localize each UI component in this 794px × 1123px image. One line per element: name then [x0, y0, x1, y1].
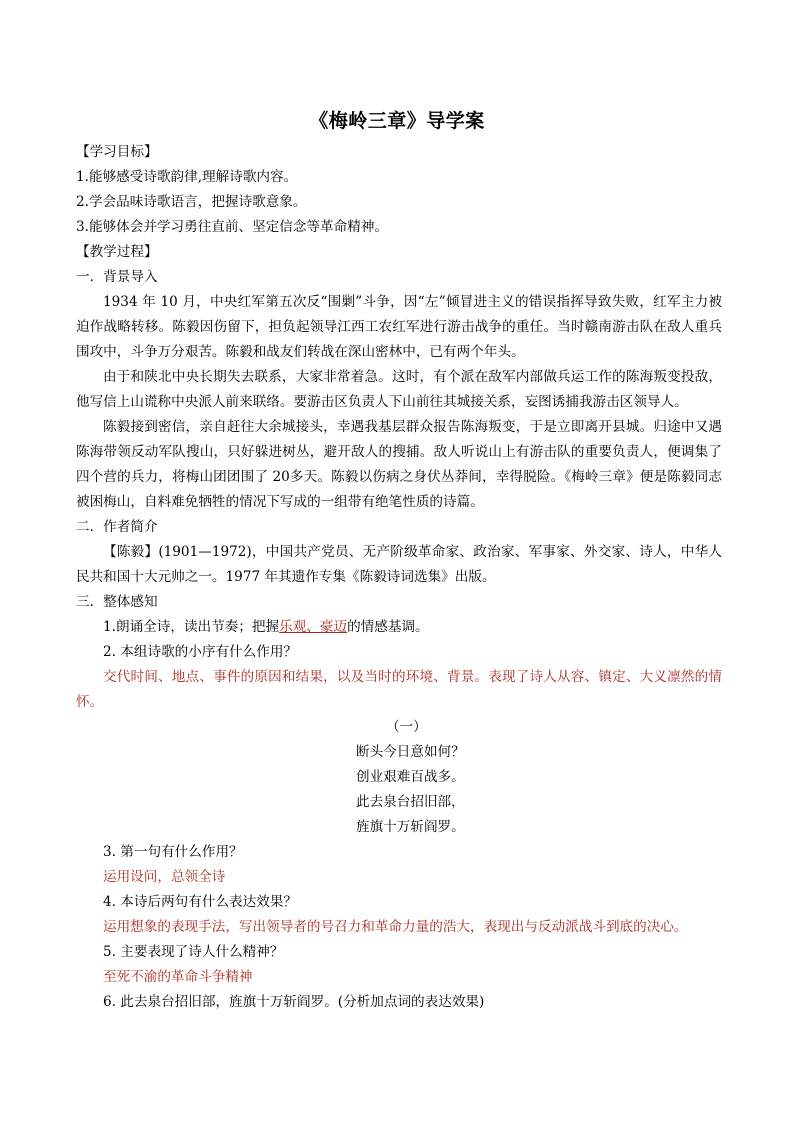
background-paragraph: 陈毅接到密信，亲自赶往大余城接头，幸遇我基层群众报告陈海叛变，于是立即离开县城。归途中又遇陈海带领反动军队搜山，只好躲进树丛，避开敌人的搜捕。敌人听说山上有游击队的重要负责人，便调集了四个营的兵力，将梅山团团围了 20多天。陈毅以伤病之身伏丛莽间，幸得脱险。《梅岭三章》便是陈毅同志被困梅山，自料难免牺牲的情况下写成的一组带有绝笔性质的诗篇。	[76, 419, 722, 510]
answer-4: 运用想象的表现手法，写出领导者的号召力和革命力量的浩大，表现出与反动派战斗到底的决心。	[103, 919, 688, 935]
question-6: 6. 此去泉台招旧部，旌旗十万斩阎罗。(分析加点词的表达效果)	[103, 994, 485, 1010]
section-heading-background: 一．背景导入	[76, 269, 158, 285]
answer-3: 运用设问，总领全诗	[103, 869, 226, 885]
objective-item: 1.能够感受诗歌韵律,理解诗歌内容。	[76, 169, 298, 185]
question-4: 4. 本诗后两句有什么表达效果？	[103, 894, 298, 910]
background-paragraph: 1934 年 10 月，中央红军第五次反“围剿”斗争，因“左”倾冒进主义的错误指挥导致失败，红军主力被迫作战略转移。陈毅因伤留下，担负起领导江西工农红军进行游击战争的重任。当时赣南游击队在敌人重兵围攻中，斗争万分艰苦。陈毅和战友们转战在深山密林中，已有两个年头。	[76, 294, 722, 360]
objectives-heading: 【学习目标】	[76, 144, 158, 160]
question-1-highlight: 乐观、豪迈	[279, 619, 348, 635]
poem-line: 此去泉台招旧部，	[356, 794, 465, 810]
document-body	[76, 140, 722, 1015]
section-heading-overview: 三．整体感知	[76, 594, 158, 610]
question-3: 3. 第一句有什么作用？	[103, 844, 243, 860]
section-heading-author: 二．作者简介	[76, 519, 158, 535]
background-paragraph: 由于和陕北中央长期失去联系，大家非常着急。这时，有个派在敌军内部做兵运工作的陈海叛变投敌，他写信上山谎称中央派人前来联络。要游击区负责人下山前往其城接关系，妄图诱捕我游击区领导人。	[76, 369, 722, 410]
question-1-suffix: 的情感基调。	[347, 619, 429, 635]
answer-5: 至死不渝的革命斗争精神	[103, 969, 253, 985]
question-1	[76, 615, 722, 640]
question-1-prefix: 1.朗诵全诗，读出节奏；把握	[103, 619, 280, 635]
process-heading: 【教学过程】	[76, 244, 158, 260]
answer-2: 交代时间、地点、事件的原因和结果，以及当时的环境、背景。表现了诗人从容、镇定、大义凛然的情怀。	[76, 669, 722, 710]
poem-block	[76, 715, 722, 840]
author-paragraph: 【陈毅】(1901—1972)，中国共产党员、无产阶级革命家、政治家、军事家、外交家、诗人，中华人民共和国十大元帅之一。1977 年其遗作专集《陈毅诗词选集》出版。	[76, 544, 722, 585]
question-2: 2. 本组诗歌的小序有什么作用？	[103, 644, 298, 660]
objective-item: 3.能够体会并学习勇往直前、坚定信念等革命精神。	[76, 219, 389, 235]
poem-line: 创业艰难百战多。	[356, 769, 465, 785]
poem-number: （一）	[386, 719, 427, 735]
question-5: 5. 主要表现了诗人什么精神？	[103, 944, 284, 960]
page-title: 《梅岭三章》导学案	[309, 110, 485, 132]
poem-line: 断头今日意如何？	[356, 744, 465, 760]
poem-line: 旌旗十万斩阎罗。	[356, 819, 465, 835]
objective-item: 2.学会品味诗歌语言，把握诗歌意象。	[76, 194, 307, 210]
